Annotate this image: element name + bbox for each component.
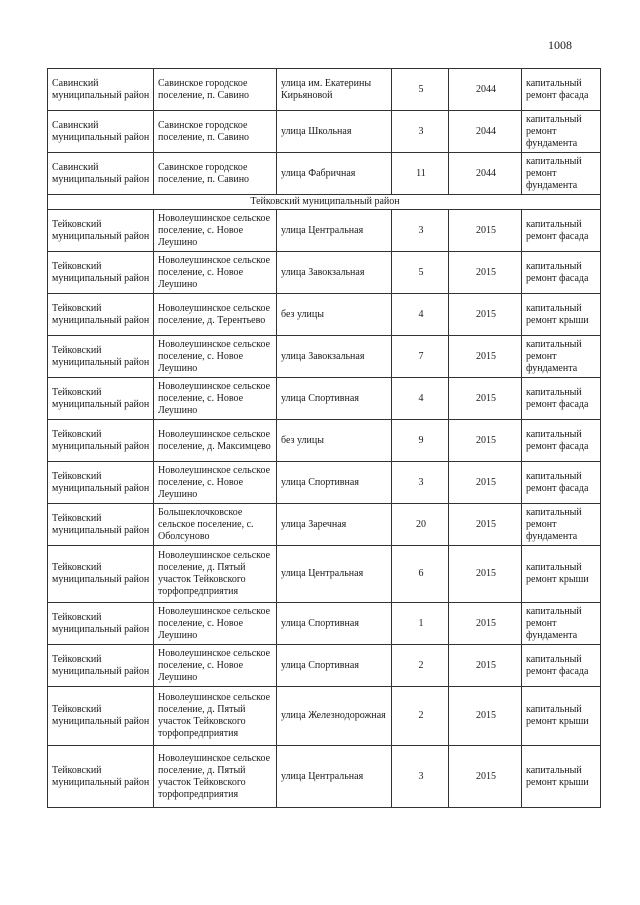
district-cell: Тейковский муниципальный район [48,504,154,546]
district-cell: Тейковский муниципальный район [48,462,154,504]
district-cell: Тейковский муниципальный район [48,252,154,294]
street-cell: улица Завокзальная [277,252,392,294]
table-row [48,462,601,504]
work-type-cell: капитальный ремонт фундамента [522,111,601,153]
district-cell: Тейковский муниципальный район [48,210,154,252]
year-cell: 2015 [449,294,522,336]
house-number-cell: 11 [392,153,449,195]
district-cell: Тейковский муниципальный район [48,546,154,603]
house-number-cell: 5 [392,69,449,111]
house-number-cell: 2 [392,645,449,687]
table-row [48,420,601,462]
settlement-cell: Новолеушинское сельское поселение, д. Пятый участок Тейковского торфопредприятия [154,687,277,746]
table-row [48,210,601,252]
section-title: Тейковский муниципальный район [48,195,601,210]
settlement-cell: Новолеушинское сельское поселение, с. Новое Леушино [154,252,277,294]
district-cell: Тейковский муниципальный район [48,420,154,462]
house-number-cell: 4 [392,378,449,420]
street-cell: улица Школьная [277,111,392,153]
district-cell: Тейковский муниципальный район [48,336,154,378]
settlement-cell: Новолеушинское сельское поселение, д. Терентьево [154,294,277,336]
work-type-cell: капитальный ремонт фундамента [522,504,601,546]
work-type-cell: капитальный ремонт фасада [522,462,601,504]
house-number-cell: 7 [392,336,449,378]
house-number-cell: 20 [392,504,449,546]
street-cell: улица Спортивная [277,462,392,504]
work-type-cell: капитальный ремонт фасада [522,378,601,420]
work-type-cell: капитальный ремонт фасада [522,69,601,111]
house-number-cell: 6 [392,546,449,603]
street-cell: улица Завокзальная [277,336,392,378]
house-number-cell: 3 [392,210,449,252]
year-cell: 2015 [449,504,522,546]
year-cell: 2044 [449,153,522,195]
settlement-cell: Новолеушинское сельское поселение, д. Пятый участок Тейковского торфопредприятия [154,546,277,603]
street-cell: улица Железнодорожная [277,687,392,746]
work-type-cell: капитальный ремонт крыши [522,687,601,746]
year-cell: 2015 [449,462,522,504]
work-type-cell: капитальный ремонт крыши [522,546,601,603]
page-number: 1008 [548,38,572,52]
district-cell: Тейковский муниципальный район [48,746,154,808]
table-row [48,153,601,195]
work-type-cell: капитальный ремонт фундамента [522,153,601,195]
table-body-savinsky [48,69,601,195]
table-row [48,252,601,294]
settlement-cell: Новолеушинское сельское поселение, с. Новое Леушино [154,378,277,420]
district-cell: Савинский муниципальный район [48,69,154,111]
house-number-cell: 4 [392,294,449,336]
year-cell: 2015 [449,645,522,687]
district-cell: Савинский муниципальный район [48,153,154,195]
work-type-cell: капитальный ремонт фундамента [522,603,601,645]
house-number-cell: 3 [392,746,449,808]
street-cell: улица Центральная [277,746,392,808]
house-number-cell: 3 [392,111,449,153]
table-row [48,504,601,546]
year-cell: 2015 [449,210,522,252]
street-cell: улица Спортивная [277,603,392,645]
settlement-cell: Новолеушинское сельское поселение, с. Новое Леушино [154,645,277,687]
street-cell: улица Центральная [277,210,392,252]
work-type-cell: капитальный ремонт крыши [522,294,601,336]
house-number-cell: 3 [392,462,449,504]
table-row [48,603,601,645]
year-cell: 2015 [449,252,522,294]
table-row [48,746,601,808]
street-cell: улица Заречная [277,504,392,546]
street-cell: без улицы [277,294,392,336]
table-row [48,645,601,687]
work-type-cell: капитальный ремонт фасада [522,420,601,462]
table-row [48,294,601,336]
year-cell: 2044 [449,111,522,153]
year-cell: 2015 [449,687,522,746]
work-type-cell: капитальный ремонт фасада [522,645,601,687]
settlement-cell: Савинское городское поселение, п. Савино [154,111,277,153]
settlement-cell: Новолеушинское сельское поселение, с. Новое Леушино [154,603,277,645]
table-row [48,336,601,378]
work-type-cell: капитальный ремонт фасада [522,210,601,252]
repair-schedule-table [47,68,601,808]
table-row [48,378,601,420]
table-body-teykovsky [48,210,601,808]
table-row [48,687,601,746]
year-cell: 2015 [449,420,522,462]
table-row [48,546,601,603]
table-row [48,69,601,111]
settlement-cell: Новолеушинское сельское поселение, д. Пятый участок Тейковского торфопредприятия [154,746,277,808]
table-section [48,195,601,210]
year-cell: 2015 [449,603,522,645]
year-cell: 2015 [449,546,522,603]
district-cell: Савинский муниципальный район [48,111,154,153]
settlement-cell: Савинское городское поселение, п. Савино [154,153,277,195]
work-type-cell: капитальный ремонт крыши [522,746,601,808]
settlement-cell: Новолеушинское сельское поселение, с. Новое Леушино [154,210,277,252]
street-cell: улица Центральная [277,546,392,603]
settlement-cell: Новолеушинское сельское поселение, д. Максимцево [154,420,277,462]
house-number-cell: 5 [392,252,449,294]
district-cell: Тейковский муниципальный район [48,294,154,336]
settlement-cell: Большеклочковское сельское поселение, с. Оболсуново [154,504,277,546]
year-cell: 2015 [449,378,522,420]
house-number-cell: 9 [392,420,449,462]
district-cell: Тейковский муниципальный район [48,645,154,687]
district-cell: Тейковский муниципальный район [48,603,154,645]
work-type-cell: капитальный ремонт фасада [522,252,601,294]
year-cell: 2015 [449,336,522,378]
district-cell: Тейковский муниципальный район [48,687,154,746]
settlement-cell: Новолеушинское сельское поселение, с. Новое Леушино [154,462,277,504]
work-type-cell: капитальный ремонт фундамента [522,336,601,378]
house-number-cell: 1 [392,603,449,645]
settlement-cell: Новолеушинское сельское поселение, с. Новое Леушино [154,336,277,378]
settlement-cell: Савинское городское поселение, п. Савино [154,69,277,111]
street-cell: улица Спортивная [277,378,392,420]
district-cell: Тейковский муниципальный район [48,378,154,420]
year-cell: 2044 [449,69,522,111]
house-number-cell: 2 [392,687,449,746]
year-cell: 2015 [449,746,522,808]
street-cell: улица Фабричная [277,153,392,195]
street-cell: улица Спортивная [277,645,392,687]
street-cell: без улицы [277,420,392,462]
street-cell: улица им. Екатерины Кирьяновой [277,69,392,111]
table-row [48,111,601,153]
section-header-row [48,195,601,210]
